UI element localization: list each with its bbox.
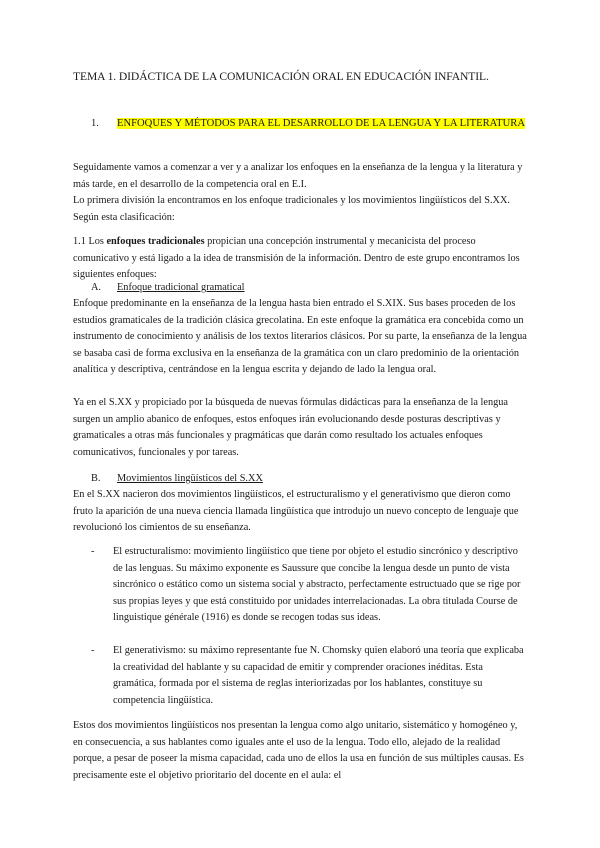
subsection-b-letter: B. bbox=[91, 473, 101, 484]
intro-paragraph-1: Seguidamente vamos a comenzar a ver y a analizar los enfoques en la enseñanza de la lengua y la literatura y más tarde, en el desarrollo de la competencia oral en E.I. bbox=[73, 162, 523, 190]
section-heading-text: ENFOQUES Y MÉTODOS PARA EL DESARROLLO DE LA LENGUA Y LA LITERATURA bbox=[117, 118, 525, 129]
section-number: 1. bbox=[91, 118, 99, 129]
subsection-a-title: Enfoque tradicional gramatical bbox=[117, 282, 245, 293]
subsection-a-paragraph-2: Ya en el S.XX y propiciado por la búsqueda de nuevas fórmulas didácticas para la enseñanza de la lengua surgen un amplio abanico de enfoques, estos enfoques irán evolucionando desde posturas descriptivas y gramaticales a otras más funcionales y pragmáticas que darán como resultado los actuales enfoques comunicativos, funcionales y por tareas. bbox=[73, 397, 508, 458]
closing-paragraph: Estos dos movimientos lingüísticos nos presentan la lengua como algo unitario, sistemático y homogéneo y, en consecuencia, a sus hablantes como iguales ante el uso de la lengua. Todo ello, alejado de la realidad porque, a pesar de poseer la misma capacidad, cada uno de ellos la usa en función de sus múltiples causas. Es precisamente este el objetivo prioritario del docente en el aula: el bbox=[73, 720, 524, 781]
subsection-b-heading bbox=[91, 471, 263, 488]
subsection-b-title: Movimientos lingüísticos del S.XX bbox=[117, 473, 263, 484]
section-1-1-bold: enfoques tradicionales bbox=[106, 236, 205, 247]
section-1-1-paragraph bbox=[73, 234, 528, 284]
section-1-1-rest: propician una concepción instrumental y mecanicista del proceso comunicativo y está ligado a la idea de transmisión de la información. Dentro de este grupo encontramos los siguientes enfoques: bbox=[73, 236, 520, 281]
document-title: TEMA 1. DIDÁCTICA DE LA COMUNICACIÓN ORAL EN EDUCACIÓN INFANTIL. bbox=[73, 70, 489, 83]
section-heading bbox=[91, 116, 537, 133]
list-bullet: - bbox=[91, 546, 95, 557]
list-item-text: El generativismo: su máximo representante fue N. Chomsky quien elaboró una teoría que explicaba la creatividad del hablante y su capacidad de emitir y comprender oraciones inéditas. Esta gramática, formada por el sistema de reglas interiorizadas por los hablantes, constituye su competencia lingüística. bbox=[113, 645, 524, 706]
intro-paragraph-2: Lo primera división la encontramos en los enfoque tradicionales y los movimientos lingüísticos del S.XX. Según esta clasificación: bbox=[73, 195, 510, 223]
subsection-a-heading bbox=[91, 280, 245, 297]
subsection-a-paragraph-1: Enfoque predominante en la enseñanza de la lengua hasta bien entrado el S.XIX. Sus bases proceden de los estudios gramaticales de la tradición clásica grecolatina. En este enfoque la gramática era concebida como un instrumento de conocimiento y análisis de los textos literarios clásicos. Por su parte, la enseñanza de la lengua se basaba casi de forma exclusiva en la enseñanza de la gramática con un claro predominio de la orientación analítica y descriptiva, centrándose en la lengua escrita y dejando de lado la lengua oral. bbox=[73, 298, 527, 376]
section-1-1-prefix: 1.1 Los bbox=[73, 236, 107, 247]
list-bullet: - bbox=[91, 645, 95, 656]
subsection-b-paragraph-1: En el S.XX nacieron dos movimientos lingüísticos, el estructuralismo y el generativismo que dieron como fruto la aparición de una nueva ciencia llamada lingüística que introdujo un nuevo concepto de lenguaje que revolucionó los cimientos de su enseñanza. bbox=[73, 489, 519, 534]
subsection-a-letter: A. bbox=[91, 282, 102, 293]
list-item-text: El estructuralismo: movimiento lingüístico que tiene por objeto el estudio sincrónico y descriptivo de las lenguas. Su máximo exponente es Saussure que concibe la lengua desde un punto de vista sincrónico o estático como un sistema social y abstracto, perfectamente estructuado que se rige por sus propias leyes y que está constituido por unidades interrelacionadas. La obra titulada Course de linguistique générale (1916) es donde se recogen todas sus ideas. bbox=[113, 546, 521, 624]
